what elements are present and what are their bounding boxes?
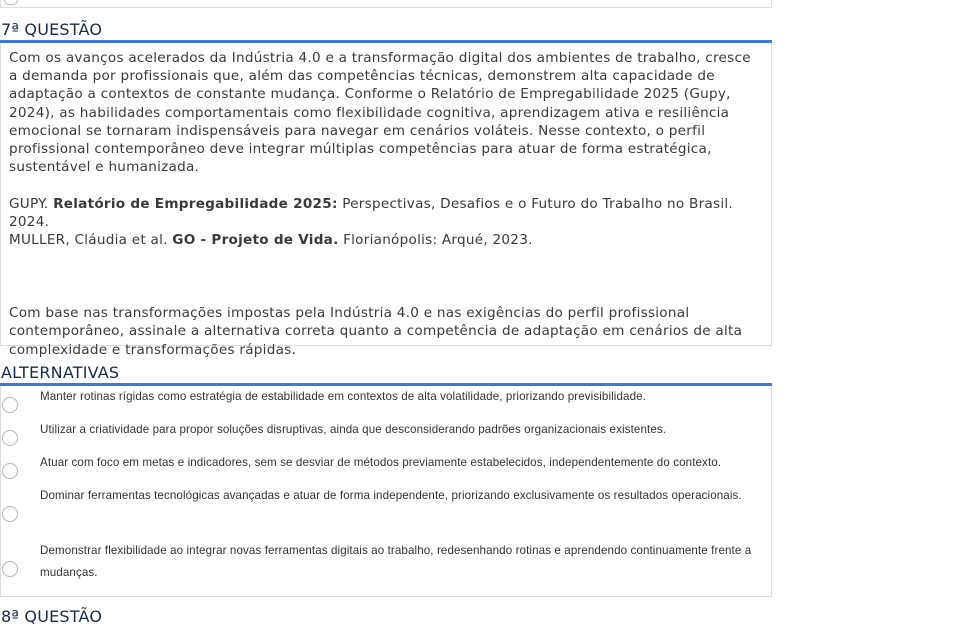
- alternatives-panel: [0, 386, 772, 597]
- alternative-e[interactable]: [1, 540, 771, 594]
- reference-muller-title: GO - Projeto de Vida.: [172, 232, 339, 249]
- previous-question-panel: [0, 0, 772, 8]
- alternative-a-radio[interactable]: [2, 397, 18, 413]
- alternative-c[interactable]: [1, 452, 771, 484]
- reference-muller: [9, 231, 763, 249]
- question-7-paragraph: Com os avanços acelerados da Indústria 4.0 e a transformação digital dos ambientes de trabalho, cresce a demanda por profissionais que, além das competências técnicas, demonstrem alta capacidade de adaptação a contextos de constante mudança. Conforme o Relatório de Empregabilidade 2025 (Gupy, 2024), as habilidades comportamentais como flexibilidade cognitiva, aprendizagem ativa e resiliência emocional se tornaram indispensáveis para navegar em cenários voláteis. Nesse contexto, o perfil profissional contemporâneo deve integrar múltiplas competências para atuar de forma estratégica, sustentável e humanizada.: [9, 50, 751, 176]
- reference-muller-details: Florianópolis: Arqué, 2023.: [338, 232, 533, 249]
- reference-gupy-title: Relatório de Empregabilidade 2025:: [53, 195, 338, 212]
- reference-gupy-details: Perspectivas, Desafios e o Futuro do Trabalho no Brasil. 2024.: [9, 195, 733, 230]
- alternative-e-label[interactable]: Demonstrar flexibilidade ao integrar novas ferramentas digitais ao trabalho, redesenhando rotinas e aprendendo continuamente frente a mudanças.: [40, 544, 752, 579]
- alternative-d-radio[interactable]: [2, 506, 18, 522]
- question-7-statement: [1, 43, 771, 359]
- alternative-d-label[interactable]: Dominar ferramentas tecnológicas avançadas e atuar de forma independente, priorizando exclusivamente os resultados operacionais.: [40, 489, 742, 502]
- alternative-e-radio[interactable]: [2, 561, 18, 577]
- reference-gupy-author: GUPY.: [9, 195, 54, 212]
- alternative-d[interactable]: [1, 485, 771, 539]
- alternative-a[interactable]: [1, 386, 771, 418]
- previous-radio-remnant: [4, 0, 18, 5]
- reference-muller-author: MULLER, Cláudia et al.: [9, 232, 173, 249]
- question-7-statement-panel: [0, 43, 772, 358]
- reference-gupy: [9, 195, 763, 231]
- question-8-heading: 8ª QUESTÃO: [1, 607, 103, 626]
- alternative-a-label[interactable]: Manter rotinas rígidas como estratégia de estabilidade em contextos de alta volatilidade, priorizando previsibilidade.: [40, 390, 646, 403]
- alternative-b[interactable]: [1, 419, 771, 451]
- alternative-c-label[interactable]: Atuar com foco em metas e indicadores, sem se desviar de métodos previamente estabelecidos, independentemente do contexto.: [40, 456, 722, 469]
- alternative-c-radio[interactable]: [2, 463, 18, 479]
- alternative-b-radio[interactable]: [2, 430, 18, 446]
- question-7-prompt: Com base nas transformações impostas pela Indústria 4.0 e nas exigências do perfil profissional contemporâneo, assinale a alternativa correta quanto a competência de adaptação em cenários de alta complexidade e transformações rápidas.: [9, 305, 743, 358]
- question-7-heading: 7ª QUESTÃO: [1, 20, 103, 39]
- alternative-b-label[interactable]: Utilizar a criatividade para propor soluções disruptivas, ainda que desconsiderando padrões organizacionais existentes.: [40, 423, 667, 436]
- alternatives-heading: ALTERNATIVAS: [1, 363, 120, 382]
